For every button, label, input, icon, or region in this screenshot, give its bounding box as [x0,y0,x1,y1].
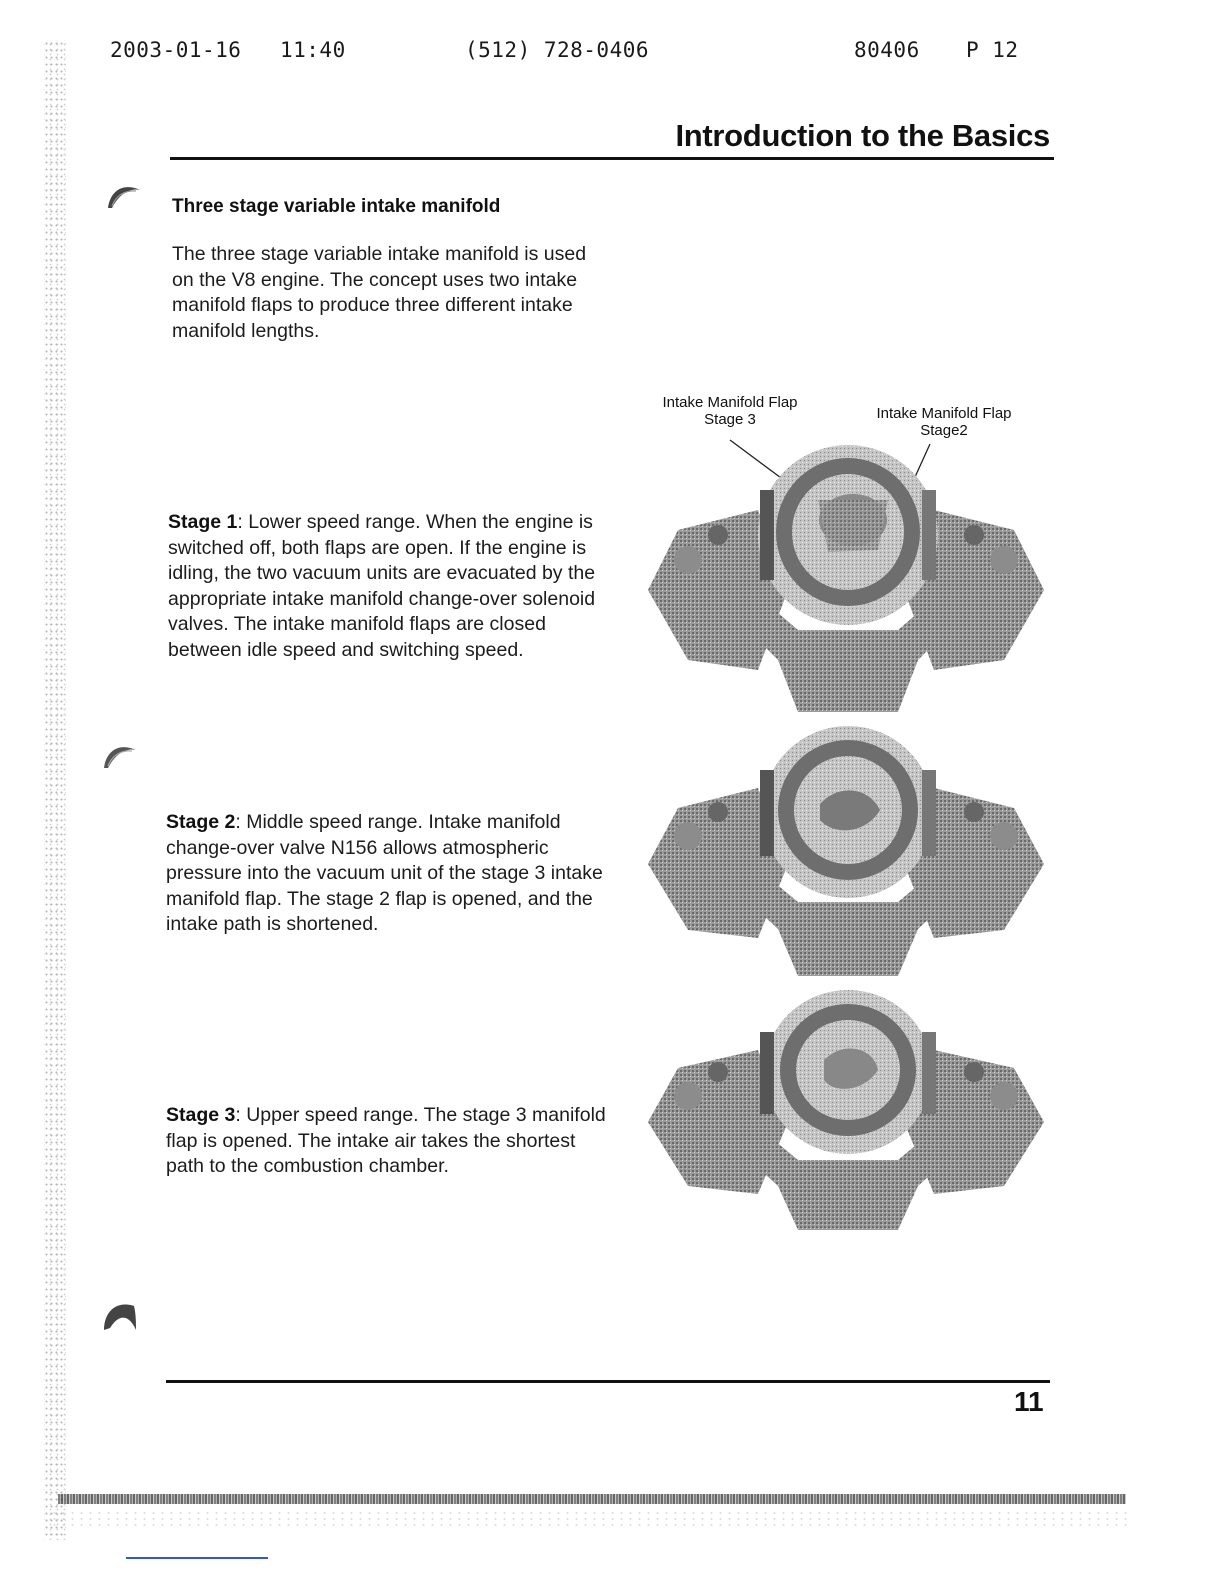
fax-id: 80406 [854,38,920,62]
header-rule [170,157,1054,160]
punch-hole-mark-3 [100,1298,140,1332]
fax-date: 2003-01-16 [110,38,242,62]
engine-stage1-illustration [648,440,1044,712]
label-flap-stage3-line2: Stage 3 [704,411,756,428]
punch-hole-mark-1 [104,178,144,212]
section-title: Introduction to the Basics [675,118,1050,153]
label-flap-stage3 [648,394,812,428]
punch-hole-mark-2 [100,738,140,772]
stage1-paragraph [168,510,608,664]
scan-artifact-band [58,1494,1126,1504]
stage2-paragraph [166,810,606,938]
engine-stage3-illustration [648,990,1044,1230]
fax-time: 11:40 [280,38,346,62]
stage2-text: : Middle speed range. Intake manifold change-over valve N156 allows atmospheric pressure into the vacuum unit of the stage 3 intake manifold flap. The stage 2 flap is opened, and the intake path is shortened. [166,811,603,936]
stage3-label: Stage 3 [166,1104,236,1126]
footer-rule [166,1380,1050,1383]
label-flap-stage2-line2: Stage2 [920,422,968,439]
fax-header [110,38,1110,68]
stage1-label: Stage 1 [168,511,238,533]
scan-left-edge [44,40,66,1540]
stage3-text: : Upper speed range. The stage 3 manifold flap is opened. The intake air takes the shortest path to the combustion chamber. [166,1104,606,1178]
fax-phone: (512) 728-0406 [465,38,650,62]
page-number: 11 [1014,1386,1044,1417]
stage3-paragraph [166,1103,606,1180]
label-flap-stage2-line1: Intake Manifold Flap [876,405,1012,422]
fax-page: P 12 [966,38,1019,62]
scan-artifact-speckle [50,1510,1130,1530]
subheading: Three stage variable intake manifold [172,196,501,217]
scan-artifact-blue-line [126,1557,268,1559]
stage1-text: : Lower speed range. When the engine is switched off, both flaps are open. If the engine is idling, the two vacuum units are evacuated by the appropriate intake manifold change-over solenoid valves. The intake manifold flaps are closed between idle speed and switching speed. [168,511,596,661]
label-flap-stage3-line1: Intake Manifold Flap [662,394,798,411]
engine-stage2-illustration [648,724,1044,976]
stage2-label: Stage 2 [166,811,236,833]
intro-paragraph: The three stage variable intake manifold is used on the V8 engine. The concept uses two intake manifold flaps to produce three different intake manifold lengths. [172,243,587,342]
